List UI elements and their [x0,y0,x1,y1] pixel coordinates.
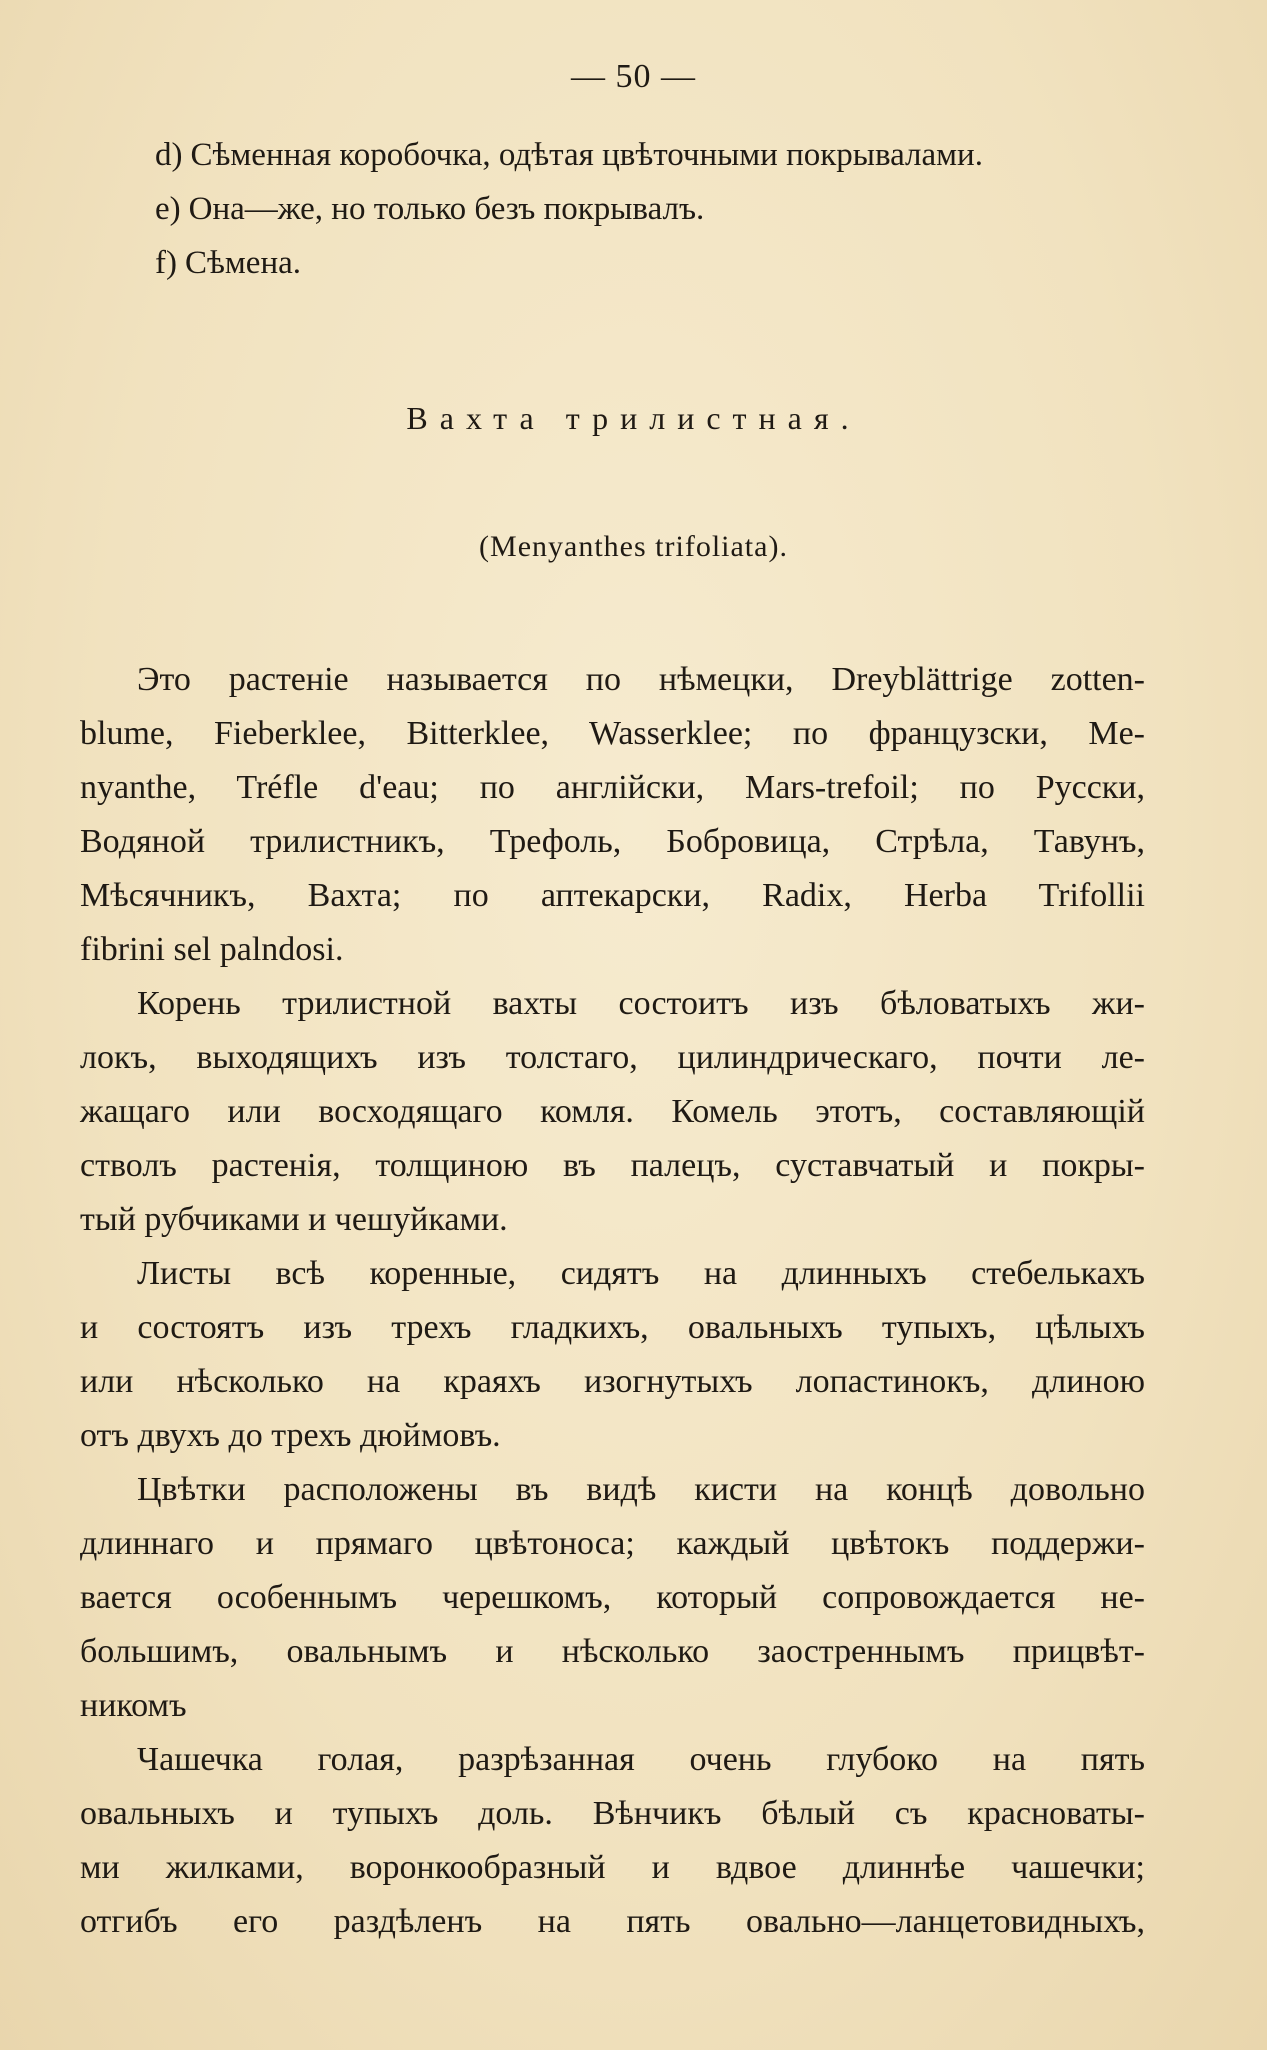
text-line: ми жилками, воронкообразный и вдвое длиннѣе чашечки; [80,1849,1145,1886]
text-line: локъ, выходящихъ изъ толстаго, цилиндрическаго, почти ле- [80,1039,1145,1076]
text-line: Водяной трилистникъ, Трефоль, Бобровица, Стрѣла, Тавунъ, [80,823,1145,860]
text-line: Листы всѣ коренные, сидятъ на длинныхъ стебелькахъ [137,1255,1145,1292]
text-line: Цвѣтки расположены въ видѣ кисти на концѣ довольно [137,1471,1145,1508]
text-line: длиннаго и прямаго цвѣтоноса; каждый цвѣтокъ поддержи- [80,1525,1145,1562]
body-text [80,653,1145,1949]
text-line: стволъ растенія, толщиною въ палецъ, суставчатый и покры- [80,1147,1145,1184]
list-item [155,236,1145,290]
text-line: тый рубчиками и чешуйками. [80,1201,508,1238]
list-item-letter: e) [155,191,181,227]
text-line: blume, Fieberklee, Bitterklee, Wasserklee; по французски, Me- [80,715,1145,752]
page-number: — 50 — [571,58,696,95]
text-line: и состоятъ изъ трехъ гладкихъ, овальныхъ тупыхъ, цѣлыхъ [80,1309,1145,1346]
list-item-text: Сѣмена. [184,245,301,281]
text-line: Корень трилистной вахты состоитъ изъ бѣловатыхъ жи- [137,985,1145,1022]
text-line: вается особеннымъ черешкомъ, который сопровождается не- [80,1579,1145,1616]
text-line: Чашечка голая, разрѣзанная очень глубоко на пять [137,1741,1145,1778]
list-item [155,128,1145,182]
text-line: Мѣсячникъ, Вахта; по аптекарски, Radix, Herba Trifollii [80,877,1145,914]
list-item-text: Она—же, но только безъ покрывалъ. [188,191,705,227]
text-line: большимъ, овальнымъ и нѣсколько заостреннымъ прицвѣт- [80,1633,1145,1670]
text-line: никомъ [80,1687,187,1724]
latin-name: (Menyanthes trifoliata). [479,530,788,563]
list-item-letter: d) [155,137,183,173]
list-item [155,182,1145,236]
section-heading: Вахта трилистная. [406,400,861,436]
text-line: отъ двухъ до трехъ дюймовъ. [80,1417,501,1454]
list-item-text: Сѣменная коробочка, одѣтая цвѣточными покрывалами. [190,137,983,173]
list-item-letter: f) [155,245,177,281]
figure-legend-list [155,128,1145,290]
text-line: Это растеніе называется по нѣмецки, Dreyblättrige zotten- [137,661,1145,698]
text-line: или нѣсколько на краяхъ изогнутыхъ лопастинокъ, длиною [80,1363,1145,1400]
text-line: nyanthe, Tréfle d'eau; по англійски, Mars-trefoil; по Русски, [80,769,1145,806]
text-line: жащаго или восходящаго комля. Комель этотъ, составляющій [80,1093,1145,1130]
text-line: овальныхъ и тупыхъ доль. Вѣнчикъ бѣлый съ красноваты- [80,1795,1145,1832]
text-line: fibrini sel palndosi. [80,931,344,968]
text-line: отгибъ его раздѣленъ на пять овально—ланцетовидныхъ, [80,1903,1145,1940]
